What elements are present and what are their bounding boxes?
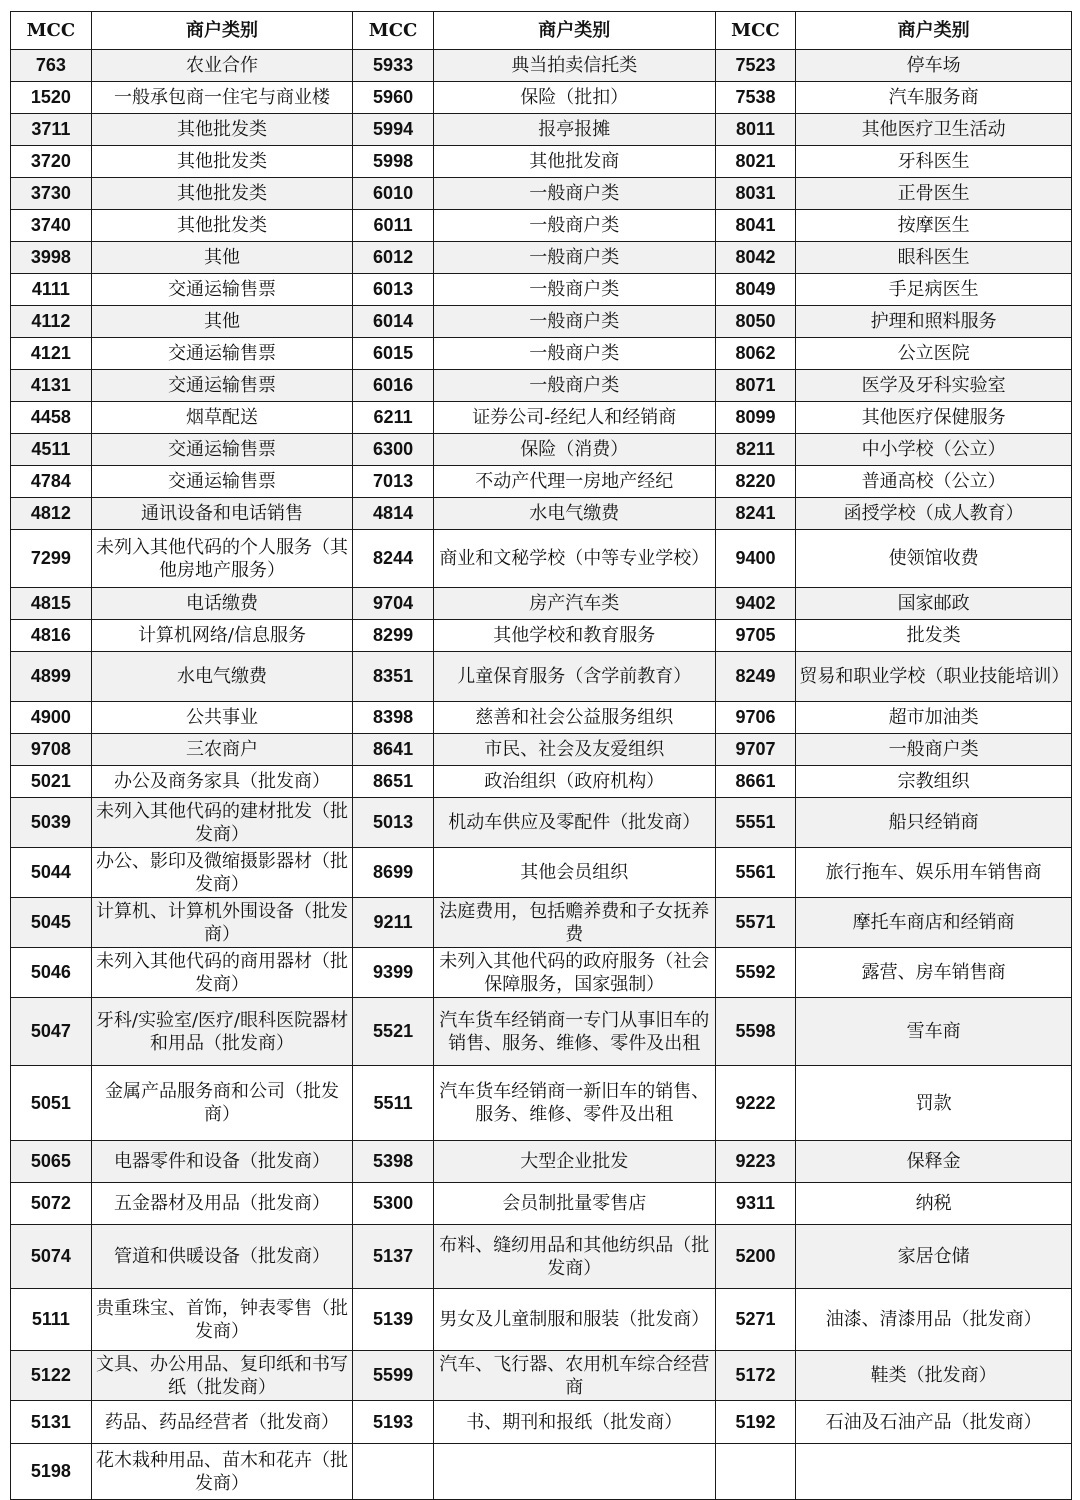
mcc-code-cell: 7299 <box>11 530 92 588</box>
mcc-code-cell: 5122 <box>11 1351 92 1401</box>
mcc-code-cell: 9399 <box>353 948 434 998</box>
mcc-code-cell: 6011 <box>353 210 434 242</box>
table-row <box>11 734 1072 766</box>
table-row <box>11 338 1072 370</box>
mcc-code-cell: 4814 <box>353 498 434 530</box>
mcc-code-cell: 5598 <box>715 998 796 1066</box>
merchant-category-cell: 雪车商 <box>796 998 1072 1066</box>
merchant-category-cell: 一般商户类 <box>796 734 1072 766</box>
mcc-code-cell: 8099 <box>715 402 796 434</box>
mcc-code-cell: 4816 <box>11 620 92 652</box>
table-row <box>11 402 1072 434</box>
merchant-category-cell: 医学及牙科实验室 <box>796 370 1072 402</box>
mcc-code-cell: 4899 <box>11 652 92 702</box>
merchant-category-cell: 办公、影印及微缩摄影器材（批发商） <box>91 848 352 898</box>
merchant-category-cell: 鞋类（批发商） <box>796 1351 1072 1401</box>
mcc-code-cell: 7013 <box>353 466 434 498</box>
table-row <box>11 998 1072 1066</box>
mcc-code-cell: 5521 <box>353 998 434 1066</box>
table-row <box>11 146 1072 178</box>
table-row <box>11 466 1072 498</box>
merchant-category-cell: 计算机网络/信息服务 <box>91 620 352 652</box>
mcc-merchant-category-table <box>10 11 1072 1500</box>
merchant-category-cell: 其他批发类 <box>91 210 352 242</box>
mcc-code-cell: 4784 <box>11 466 92 498</box>
merchant-category-cell: 牙科医生 <box>796 146 1072 178</box>
merchant-category-cell: 未列入其他代码的政府服务（社会保障服务，国家强制） <box>433 948 715 998</box>
mcc-code-cell: 4900 <box>11 702 92 734</box>
table-row <box>11 178 1072 210</box>
mcc-code-cell: 6013 <box>353 274 434 306</box>
merchant-category-cell: 交通运输售票 <box>91 466 352 498</box>
merchant-category-cell: 布料、缝纫用品和其他纺织品（批发商） <box>433 1225 715 1289</box>
mcc-code-cell: 5193 <box>353 1401 434 1444</box>
table-row <box>11 114 1072 146</box>
table-row <box>11 1351 1072 1401</box>
merchant-category-cell: 法庭费用，包括赡养费和子女抚养费 <box>433 898 715 948</box>
merchant-category-cell: 烟草配送 <box>91 402 352 434</box>
table-row <box>11 1444 1072 1500</box>
merchant-category-cell: 牙科/实验室/医疗/眼科医院器材和用品（批发商） <box>91 998 352 1066</box>
merchant-category-cell: 交通运输售票 <box>91 434 352 466</box>
mcc-code-cell: 5137 <box>353 1225 434 1289</box>
table-row <box>11 210 1072 242</box>
merchant-category-cell: 保险（批扣） <box>433 82 715 114</box>
mcc-code-cell: 1520 <box>11 82 92 114</box>
table-row <box>11 50 1072 82</box>
merchant-category-cell: 办公及商务家具（批发商） <box>91 766 352 798</box>
mcc-code-cell: 5172 <box>715 1351 796 1401</box>
table-row <box>11 306 1072 338</box>
merchant-category-cell: 摩托车商店和经销商 <box>796 898 1072 948</box>
merchant-category-cell: 一般商户类 <box>433 306 715 338</box>
table-row <box>11 1141 1072 1183</box>
merchant-category-cell: 一般商户类 <box>433 210 715 242</box>
table-row <box>11 1183 1072 1225</box>
mcc-code-cell: 6010 <box>353 178 434 210</box>
header-merchant-category: 商户类别 <box>796 12 1072 50</box>
table-row <box>11 242 1072 274</box>
table-row <box>11 498 1072 530</box>
merchant-category-cell: 露营、房车销售商 <box>796 948 1072 998</box>
mcc-code-cell: 5072 <box>11 1183 92 1225</box>
mcc-code-cell: 7523 <box>715 50 796 82</box>
merchant-category-cell: 典当拍卖信托类 <box>433 50 715 82</box>
merchant-category-cell: 贸易和职业学校（职业技能培训） <box>796 652 1072 702</box>
merchant-category-cell: 船只经销商 <box>796 798 1072 848</box>
mcc-code-cell: 8062 <box>715 338 796 370</box>
mcc-code-cell: 5013 <box>353 798 434 848</box>
merchant-category-cell: 护理和照料服务 <box>796 306 1072 338</box>
mcc-code-cell: 5599 <box>353 1351 434 1401</box>
merchant-category-cell: 一般承包商一住宅与商业楼 <box>91 82 352 114</box>
merchant-category-cell: 水电气缴费 <box>433 498 715 530</box>
mcc-code-cell: 7538 <box>715 82 796 114</box>
merchant-category-cell: 五金器材及用品（批发商） <box>91 1183 352 1225</box>
merchant-category-cell: 市民、社会及友爱组织 <box>433 734 715 766</box>
mcc-code-cell: 5074 <box>11 1225 92 1289</box>
table-row <box>11 1066 1072 1141</box>
merchant-category-cell: 罚款 <box>796 1066 1072 1141</box>
mcc-code-cell: 8651 <box>353 766 434 798</box>
mcc-code-cell: 5300 <box>353 1183 434 1225</box>
mcc-code-cell: 763 <box>11 50 92 82</box>
mcc-code-cell: 8049 <box>715 274 796 306</box>
header-merchant-category: 商户类别 <box>91 12 352 50</box>
table-row <box>11 274 1072 306</box>
merchant-category-cell: 批发类 <box>796 620 1072 652</box>
mcc-code-cell: 8398 <box>353 702 434 734</box>
mcc-code-cell: 5994 <box>353 114 434 146</box>
mcc-code-cell: 8351 <box>353 652 434 702</box>
mcc-code-cell: 5065 <box>11 1141 92 1183</box>
merchant-category-cell: 电话缴费 <box>91 588 352 620</box>
table-row <box>11 370 1072 402</box>
merchant-category-cell: 中小学校（公立） <box>796 434 1072 466</box>
table-body <box>11 50 1072 1500</box>
mcc-code-cell: 6012 <box>353 242 434 274</box>
table-row <box>11 798 1072 848</box>
merchant-category-cell: 会员制批量零售店 <box>433 1183 715 1225</box>
merchant-category-cell: 证券公司-经纪人和经销商 <box>433 402 715 434</box>
mcc-code-cell: 4812 <box>11 498 92 530</box>
mcc-code-cell: 9704 <box>353 588 434 620</box>
merchant-category-cell: 花木栽种用品、苗木和花卉（批发商） <box>91 1444 352 1500</box>
table-row <box>11 652 1072 702</box>
merchant-category-cell: 油漆、清漆用品（批发商） <box>796 1289 1072 1351</box>
mcc-code-cell: 9706 <box>715 702 796 734</box>
mcc-code-cell: 8641 <box>353 734 434 766</box>
merchant-category-cell: 其他批发类 <box>91 114 352 146</box>
merchant-category-cell: 电器零件和设备（批发商） <box>91 1141 352 1183</box>
table-row <box>11 898 1072 948</box>
merchant-category-cell: 普通高校（公立） <box>796 466 1072 498</box>
mcc-code-cell: 5511 <box>353 1066 434 1141</box>
mcc-code-cell: 6014 <box>353 306 434 338</box>
table-row <box>11 1225 1072 1289</box>
merchant-category-cell: 金属产品服务商和公司（批发商） <box>91 1066 352 1141</box>
mcc-code-cell: 8220 <box>715 466 796 498</box>
merchant-category-cell: 一般商户类 <box>433 338 715 370</box>
merchant-category-cell: 其他学校和教育服务 <box>433 620 715 652</box>
merchant-category-cell: 其他 <box>91 242 352 274</box>
mcc-code-cell: 8661 <box>715 766 796 798</box>
merchant-category-cell: 儿童保育服务（含学前教育） <box>433 652 715 702</box>
mcc-code-cell: 3730 <box>11 178 92 210</box>
mcc-code-cell: 8211 <box>715 434 796 466</box>
table-row <box>11 766 1072 798</box>
merchant-category-cell: 书、期刊和报纸（批发商） <box>433 1401 715 1444</box>
merchant-category-cell: 一般商户类 <box>433 178 715 210</box>
mcc-code-cell: 8244 <box>353 530 434 588</box>
mcc-code-cell: 4121 <box>11 338 92 370</box>
merchant-category-cell: 公立医院 <box>796 338 1072 370</box>
mcc-code-cell: 8021 <box>715 146 796 178</box>
merchant-category-cell: 保险（消费） <box>433 434 715 466</box>
mcc-code-cell: 4131 <box>11 370 92 402</box>
merchant-category-cell: 停车场 <box>796 50 1072 82</box>
mcc-code-cell: 8041 <box>715 210 796 242</box>
merchant-category-cell: 眼科医生 <box>796 242 1072 274</box>
merchant-category-cell: 不动产代理一房地产经纪 <box>433 466 715 498</box>
merchant-category-cell <box>433 1444 715 1500</box>
merchant-category-cell: 药品、药品经营者（批发商） <box>91 1401 352 1444</box>
merchant-category-cell: 其他批发商 <box>433 146 715 178</box>
mcc-code-cell: 9705 <box>715 620 796 652</box>
mcc-code-cell: 5571 <box>715 898 796 948</box>
header-mcc: MCC <box>11 12 92 50</box>
mcc-code-cell: 6300 <box>353 434 434 466</box>
merchant-category-cell: 一般商户类 <box>433 242 715 274</box>
merchant-category-cell: 政治组织（政府机构） <box>433 766 715 798</box>
mcc-code-cell: 4815 <box>11 588 92 620</box>
merchant-category-cell: 商业和文秘学校（中等专业学校） <box>433 530 715 588</box>
table-row <box>11 948 1072 998</box>
mcc-code-cell: 5998 <box>353 146 434 178</box>
merchant-category-cell: 计算机、计算机外围设备（批发商） <box>91 898 352 948</box>
merchant-category-cell: 保释金 <box>796 1141 1072 1183</box>
mcc-code-cell: 8031 <box>715 178 796 210</box>
mcc-code-cell: 9223 <box>715 1141 796 1183</box>
merchant-category-cell: 国家邮政 <box>796 588 1072 620</box>
mcc-code-cell: 9400 <box>715 530 796 588</box>
mcc-code-cell: 5398 <box>353 1141 434 1183</box>
mcc-code-cell: 5551 <box>715 798 796 848</box>
merchant-category-cell: 报亭报摊 <box>433 114 715 146</box>
mcc-code-cell: 5021 <box>11 766 92 798</box>
merchant-category-cell: 其他 <box>91 306 352 338</box>
merchant-category-cell: 慈善和社会公益服务组织 <box>433 702 715 734</box>
mcc-code-cell: 4111 <box>11 274 92 306</box>
merchant-category-cell: 大型企业批发 <box>433 1141 715 1183</box>
table-row <box>11 848 1072 898</box>
merchant-category-cell: 汽车货车经销商一新旧车的销售、服务、维修、零件及出租 <box>433 1066 715 1141</box>
table-row <box>11 434 1072 466</box>
merchant-category-cell: 房产汽车类 <box>433 588 715 620</box>
merchant-category-cell: 正骨医生 <box>796 178 1072 210</box>
merchant-category-cell: 家居仓储 <box>796 1225 1072 1289</box>
mcc-code-cell: 5139 <box>353 1289 434 1351</box>
mcc-code-cell: 8050 <box>715 306 796 338</box>
mcc-code-cell: 6015 <box>353 338 434 370</box>
mcc-code-cell: 6016 <box>353 370 434 402</box>
mcc-code-cell: 5131 <box>11 1401 92 1444</box>
mcc-code-cell <box>353 1444 434 1500</box>
merchant-category-cell <box>796 1444 1072 1500</box>
mcc-code-cell: 8011 <box>715 114 796 146</box>
table-row <box>11 702 1072 734</box>
merchant-category-cell: 未列入其他代码的个人服务（其他房地产服务） <box>91 530 352 588</box>
mcc-code-cell: 3998 <box>11 242 92 274</box>
merchant-category-cell: 石油及石油产品（批发商） <box>796 1401 1072 1444</box>
merchant-category-cell: 汽车、飞行器、农用机车综合经营商 <box>433 1351 715 1401</box>
table-row <box>11 1401 1072 1444</box>
merchant-category-cell: 使领馆收费 <box>796 530 1072 588</box>
merchant-category-cell: 其他批发类 <box>91 146 352 178</box>
merchant-category-cell: 交通运输售票 <box>91 274 352 306</box>
mcc-code-cell: 5960 <box>353 82 434 114</box>
mcc-code-cell: 5198 <box>11 1444 92 1500</box>
mcc-code-cell: 5192 <box>715 1401 796 1444</box>
mcc-code-cell: 5933 <box>353 50 434 82</box>
merchant-category-cell: 文具、办公用品、复印纸和书写纸（批发商） <box>91 1351 352 1401</box>
mcc-code-cell: 3740 <box>11 210 92 242</box>
mcc-code-cell: 5039 <box>11 798 92 848</box>
merchant-category-cell: 宗教组织 <box>796 766 1072 798</box>
merchant-category-cell: 三农商户 <box>91 734 352 766</box>
merchant-category-cell: 其他会员组织 <box>433 848 715 898</box>
table-row <box>11 620 1072 652</box>
mcc-code-cell <box>715 1444 796 1500</box>
mcc-code-cell: 8249 <box>715 652 796 702</box>
merchant-category-cell: 其他医疗保健服务 <box>796 402 1072 434</box>
merchant-category-cell: 贵重珠宝、首饰，钟表零售（批发商） <box>91 1289 352 1351</box>
table-row <box>11 588 1072 620</box>
merchant-category-cell: 通讯设备和电话销售 <box>91 498 352 530</box>
mcc-code-cell: 8042 <box>715 242 796 274</box>
header-mcc: MCC <box>353 12 434 50</box>
merchant-category-cell: 纳税 <box>796 1183 1072 1225</box>
merchant-category-cell: 函授学校（成人教育） <box>796 498 1072 530</box>
merchant-category-cell: 公共事业 <box>91 702 352 734</box>
mcc-code-cell: 3711 <box>11 114 92 146</box>
merchant-category-cell: 一般商户类 <box>433 370 715 402</box>
mcc-code-cell: 8299 <box>353 620 434 652</box>
merchant-category-cell: 其他医疗卫生活动 <box>796 114 1072 146</box>
table-row <box>11 1289 1072 1351</box>
merchant-category-cell: 交通运输售票 <box>91 370 352 402</box>
merchant-category-cell: 手足病医生 <box>796 274 1072 306</box>
mcc-code-cell: 8241 <box>715 498 796 530</box>
merchant-category-cell: 交通运输售票 <box>91 338 352 370</box>
merchant-category-cell: 一般商户类 <box>433 274 715 306</box>
merchant-category-cell: 汽车服务商 <box>796 82 1072 114</box>
merchant-category-cell: 农业合作 <box>91 50 352 82</box>
table-row <box>11 530 1072 588</box>
mcc-code-cell: 4112 <box>11 306 92 338</box>
mcc-code-cell: 5271 <box>715 1289 796 1351</box>
merchant-category-cell: 未列入其他代码的商用器材（批发商） <box>91 948 352 998</box>
mcc-code-cell: 9222 <box>715 1066 796 1141</box>
header-mcc: MCC <box>715 12 796 50</box>
mcc-code-cell: 9707 <box>715 734 796 766</box>
mcc-code-cell: 6211 <box>353 402 434 434</box>
mcc-code-cell: 5046 <box>11 948 92 998</box>
mcc-code-cell: 8071 <box>715 370 796 402</box>
merchant-category-cell: 机动车供应及零配件（批发商） <box>433 798 715 848</box>
merchant-category-cell: 其他批发类 <box>91 178 352 210</box>
mcc-code-cell: 5200 <box>715 1225 796 1289</box>
mcc-code-cell: 8699 <box>353 848 434 898</box>
mcc-code-cell: 9311 <box>715 1183 796 1225</box>
mcc-code-cell: 9211 <box>353 898 434 948</box>
merchant-category-cell: 旅行拖车、娱乐用车销售商 <box>796 848 1072 898</box>
mcc-code-cell: 9708 <box>11 734 92 766</box>
mcc-code-cell: 5592 <box>715 948 796 998</box>
merchant-category-cell: 水电气缴费 <box>91 652 352 702</box>
mcc-code-cell: 5561 <box>715 848 796 898</box>
header-row <box>11 12 1072 50</box>
merchant-category-cell: 未列入其他代码的建材批发（批发商） <box>91 798 352 848</box>
merchant-category-cell: 管道和供暖设备（批发商） <box>91 1225 352 1289</box>
mcc-code-cell: 5047 <box>11 998 92 1066</box>
table-row <box>11 82 1072 114</box>
mcc-code-cell: 5051 <box>11 1066 92 1141</box>
merchant-category-cell: 超市加油类 <box>796 702 1072 734</box>
mcc-code-cell: 4458 <box>11 402 92 434</box>
mcc-code-cell: 5045 <box>11 898 92 948</box>
mcc-code-cell: 3720 <box>11 146 92 178</box>
mcc-code-cell: 4511 <box>11 434 92 466</box>
mcc-code-cell: 9402 <box>715 588 796 620</box>
merchant-category-cell: 汽车货车经销商一专门从事旧车的销售、服务、维修、零件及出租 <box>433 998 715 1066</box>
mcc-code-cell: 5111 <box>11 1289 92 1351</box>
merchant-category-cell: 按摩医生 <box>796 210 1072 242</box>
mcc-code-cell: 5044 <box>11 848 92 898</box>
header-merchant-category: 商户类别 <box>433 12 715 50</box>
merchant-category-cell: 男女及儿童制服和服装（批发商） <box>433 1289 715 1351</box>
